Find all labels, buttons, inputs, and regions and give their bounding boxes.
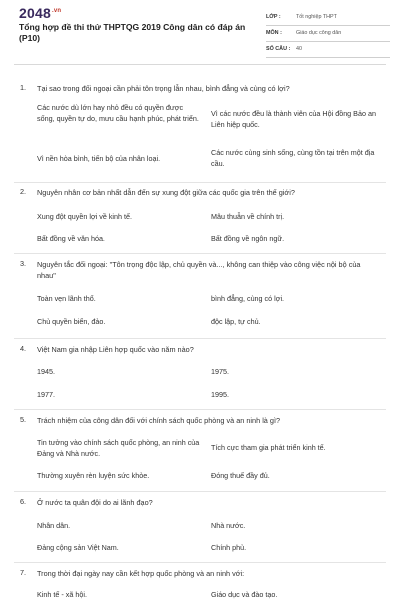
option-d[interactable]: độc lập, tự chủ. (211, 317, 261, 326)
question-divider (14, 409, 386, 410)
option-c[interactable]: 1977. (37, 390, 55, 399)
option-b[interactable]: bình đẳng, cùng có lợi. (211, 294, 285, 303)
meta-value: 40 (296, 46, 302, 52)
question-text: Tại sao trong đối ngoại cần phải tôn trọng lẫn nhau, bình đẳng và cùng có lợi? (37, 84, 290, 93)
question-number: 2. (20, 187, 27, 196)
option-c[interactable]: Chủ quyền biển, đảo. (37, 317, 106, 326)
question-text: Nguyên tắc đối ngoại: "Tôn trọng độc lập, chủ quyền và..., không can thiệp vào công việc nội bộ của nhau" (37, 260, 361, 280)
option-d[interactable]: Chính phủ. (211, 543, 247, 552)
question-text: Nguyên nhân cơ bản nhất dẫn đến sự xung đột giữa các quốc gia trên thế giới? (37, 188, 295, 197)
option-b[interactable]: 1975. (211, 367, 229, 376)
meta-row-class (266, 10, 390, 26)
question-text: Ở nước ta quân đội do ai lãnh đạo? (37, 498, 153, 507)
option-c[interactable]: Thường xuyên rèn luyện sức khỏe. (37, 471, 150, 480)
question-text: Việt Nam gia nhập Liên hợp quốc vào năm nào? (37, 345, 194, 354)
option-b[interactable]: Tích cực tham gia phát triển kinh tế. (211, 443, 326, 452)
question-number: 3. (20, 259, 27, 268)
option-d[interactable]: Các nước cùng sinh sống, cùng tồn tại trên một địa cầu. (211, 148, 375, 168)
option-a[interactable]: Tin tưởng vào chính sách quốc phòng, an ninh của Đảng và Nhà nước. (37, 438, 200, 458)
question-text: Trong thời đại ngày nay cần kết hợp quốc phòng và an ninh với: (37, 569, 245, 578)
option-b[interactable]: Mâu thuẫn về chính trị. (211, 212, 285, 221)
logo-text: 2048 (19, 5, 51, 21)
option-b[interactable]: Nhà nước. (211, 521, 246, 530)
question-number: 6. (20, 497, 27, 506)
option-d[interactable]: 1995. (211, 390, 229, 399)
meta-key: MÔN : (266, 30, 282, 36)
meta-row-subject (266, 26, 390, 42)
option-b[interactable]: Giáo dục và đào tạo. (211, 590, 278, 599)
option-a[interactable]: Kinh tế - xã hội. (37, 590, 87, 599)
option-c[interactable]: Vì nền hòa bình, tiến bộ của nhân loại. (37, 154, 161, 163)
option-a[interactable]: Nhân dân. (37, 521, 71, 530)
header-divider (14, 64, 386, 65)
meta-value: Tốt nghiệp THPT (296, 14, 337, 20)
option-d[interactable]: Đóng thuế đầy đủ. (211, 471, 270, 480)
option-d[interactable]: Bất đồng về ngôn ngữ. (211, 234, 285, 243)
question-number: 4. (20, 344, 27, 353)
question-number: 7. (20, 568, 27, 577)
option-a[interactable]: Toàn vẹn lãnh thổ. (37, 294, 96, 303)
meta-value: Giáo dục công dân (296, 30, 342, 36)
question-divider (14, 338, 386, 339)
question-divider (14, 253, 386, 254)
document-header (14, 0, 386, 58)
option-a[interactable]: Xung đột quyền lợi về kinh tế. (37, 212, 133, 221)
document-meta (266, 10, 390, 58)
logo-suffix: .vn (51, 8, 62, 15)
option-b[interactable]: Vì các nước đều là thành viên của Hội đồng Bảo an Liên hiệp quốc. (211, 109, 376, 129)
document-title: Tổng hợp đề thi thử THPTQG 2019 Công dân có đáp án (P10) (19, 22, 246, 43)
question-text: Trách nhiệm của công dân đối với chính sách quốc phòng và an ninh là gì? (37, 416, 281, 425)
site-logo[interactable] (19, 5, 61, 21)
meta-key: LỚP : (266, 14, 281, 20)
question-number: 5. (20, 415, 27, 424)
meta-key: SỐ CÂU : (266, 46, 291, 52)
question-divider (14, 182, 386, 183)
meta-row-count (266, 42, 390, 58)
question-number: 1. (20, 83, 27, 92)
option-a[interactable]: Các nước dù lớn hay nhỏ đều có quyền được sống, quyền tự do, mưu cầu hạnh phúc, phát triển. (37, 103, 199, 123)
option-c[interactable]: Bất đồng về văn hóa. (37, 234, 105, 243)
question-divider (14, 562, 386, 563)
option-a[interactable]: 1945. (37, 367, 55, 376)
question-divider (14, 491, 386, 492)
option-c[interactable]: Đảng cộng sản Việt Nam. (37, 543, 119, 552)
